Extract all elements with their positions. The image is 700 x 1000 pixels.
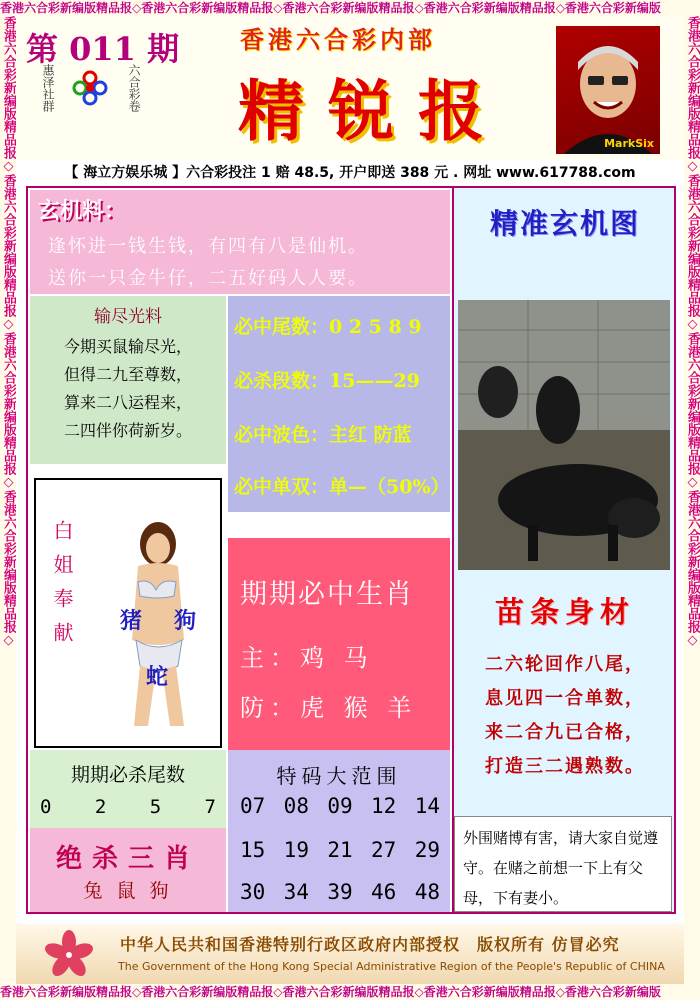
- lottery-logo-icon: [72, 70, 108, 106]
- weishu-num: 0: [40, 796, 52, 818]
- side-title: 精准玄机图: [489, 207, 640, 240]
- main-panel: [26, 186, 454, 914]
- tema-title: 特码大范围: [276, 764, 402, 788]
- issue-number: 第 011 期: [26, 30, 180, 68]
- shengxiao-section: [228, 538, 450, 750]
- bauhinia-emblem-icon: [44, 930, 94, 980]
- weishu-title: 期期必杀尾数: [70, 764, 185, 786]
- jueshao-zodiacs: 兔 鼠 狗: [83, 880, 173, 902]
- shengxiao-fang: 防：虎 猴 羊: [240, 694, 418, 722]
- tema-section: [228, 750, 450, 912]
- girl-side-text: 白姐奉献: [50, 520, 74, 656]
- page-title: 精锐报: [238, 72, 508, 150]
- miaotiao-line-4: 打造三二遇熟数。: [485, 756, 645, 777]
- jueshao-section: [30, 828, 226, 912]
- bizhong-kill-range: 必杀段数：15——29: [234, 370, 420, 392]
- portrait-photo: [556, 26, 660, 154]
- footer-cn: 中华人民共和国香港特别行政区政府内部授权 版权所有 仿冒必究: [120, 935, 620, 954]
- xuanji-title: 玄机料：: [38, 198, 127, 224]
- girl-photo-box: [34, 478, 222, 748]
- weishu-numbers: [40, 796, 216, 818]
- shengxiao-main: 主：鸡 马: [240, 644, 374, 672]
- miaotiao-line-3: 来二合九已合格，: [485, 722, 645, 743]
- tema-num: 46: [371, 880, 397, 904]
- tema-num: 29: [414, 838, 440, 862]
- miaotiao-title: 苗条身材: [494, 595, 635, 629]
- gambling-warning: 外围赌博有害，请大家自觉遵守。在赌之前想一下上有父母，下有妻小。: [454, 816, 672, 912]
- tema-num: 30: [240, 880, 266, 904]
- pig-photo: [458, 300, 670, 570]
- ad-line[interactable]: 【 海立方娱乐城 】六合彩投注 1 赔 48.5, 开户即送 388 元 . 网址 www.617788.com: [64, 165, 636, 181]
- tema-num: 15: [240, 838, 266, 862]
- xuanji-line-2: 送你一只金牛仔，二五好码人人要。: [48, 268, 368, 289]
- shuliao-line-3: 算来二八运程来，: [63, 393, 192, 412]
- xuanji-line-1: 逢怀进一钱生钱，有四有八是仙机。: [48, 236, 368, 257]
- right-border-text: 香港六合彩新编版精品报◇香港六合彩新编版精品报◇香港六合彩新编版精品报◇香港六合彩新编版精品报◇: [684, 16, 700, 984]
- shengxiao-title: 期期必中生肖: [240, 579, 414, 610]
- tema-num: 48: [414, 880, 440, 904]
- brand-title: 香港六合彩内部: [240, 25, 436, 54]
- girl-zodiac-1: 猪: [120, 608, 143, 634]
- bottom-banner: 香港六合彩新编版精品报◇香港六合彩新编版精品报◇香港六合彩新编版精品报◇香港六合彩新编版精品报◇香港六合彩新编版: [0, 984, 700, 1000]
- tema-num: 21: [327, 838, 353, 862]
- girl-zodiac-2: 狗: [174, 608, 197, 634]
- bizhong-color: 必中波色：主红 防蓝: [234, 424, 412, 446]
- weishu-section: [30, 750, 226, 828]
- bizhong-section: [228, 296, 450, 512]
- tema-num: 07: [240, 794, 266, 818]
- side-panel: [454, 186, 676, 914]
- tema-num: 19: [283, 838, 309, 862]
- footer: [16, 924, 684, 984]
- miaotiao-line-2: 息见四一合单数，: [485, 688, 645, 709]
- shuliao-line-4: 二四伴你荷新岁。: [63, 421, 192, 440]
- tema-num: 14: [414, 794, 440, 818]
- tema-row: [240, 838, 440, 862]
- logo-left-text: 惠泽社群: [41, 64, 55, 112]
- jueshao-title: 绝杀三肖: [55, 844, 200, 874]
- logo-right-text: 六合彩卷: [127, 64, 141, 112]
- shuliao-line-1: 今期买鼠输尽光，: [63, 337, 192, 356]
- weishu-num: 2: [94, 796, 107, 818]
- tema-num: 39: [327, 880, 353, 904]
- weishu-num: 7: [204, 796, 216, 818]
- tema-num: 09: [327, 794, 353, 818]
- girl-zodiac-3: 蛇: [146, 664, 169, 690]
- weishu-num: 5: [149, 796, 162, 818]
- tema-num: 08: [283, 794, 309, 818]
- tema-num: 34: [283, 880, 309, 904]
- shuliao-title: 输尽光料: [94, 307, 162, 327]
- bizhong-tail: 必中尾数：0 2 5 8 9: [234, 316, 422, 338]
- tema-num: 12: [371, 794, 397, 818]
- tema-row: [240, 880, 440, 904]
- shuliao-line-2: 但得二九至尊数，: [63, 365, 192, 384]
- tema-num: 27: [371, 838, 397, 862]
- bizhong-odd-even: 必中单双：单—（50%）: [234, 476, 450, 498]
- top-banner: 香港六合彩新编版精品报◇香港六合彩新编版精品报◇香港六合彩新编版精品报◇香港六合彩新编版精品报◇香港六合彩新编版: [0, 0, 700, 16]
- footer-en: The Government of the Hong Kong Special Administrative Region of the People's Republic of CHINA: [118, 960, 665, 973]
- tema-row: [240, 794, 440, 818]
- left-border-text: 香港六合彩新编版精品报◇香港六合彩新编版精品报◇香港六合彩新编版精品报◇香港六合彩新编版精品报◇: [0, 16, 16, 984]
- marksix-logo: MarkSix: [604, 137, 654, 150]
- shuliao-section: [30, 296, 226, 464]
- miaotiao-line-1: 二六轮回作八尾，: [485, 654, 645, 675]
